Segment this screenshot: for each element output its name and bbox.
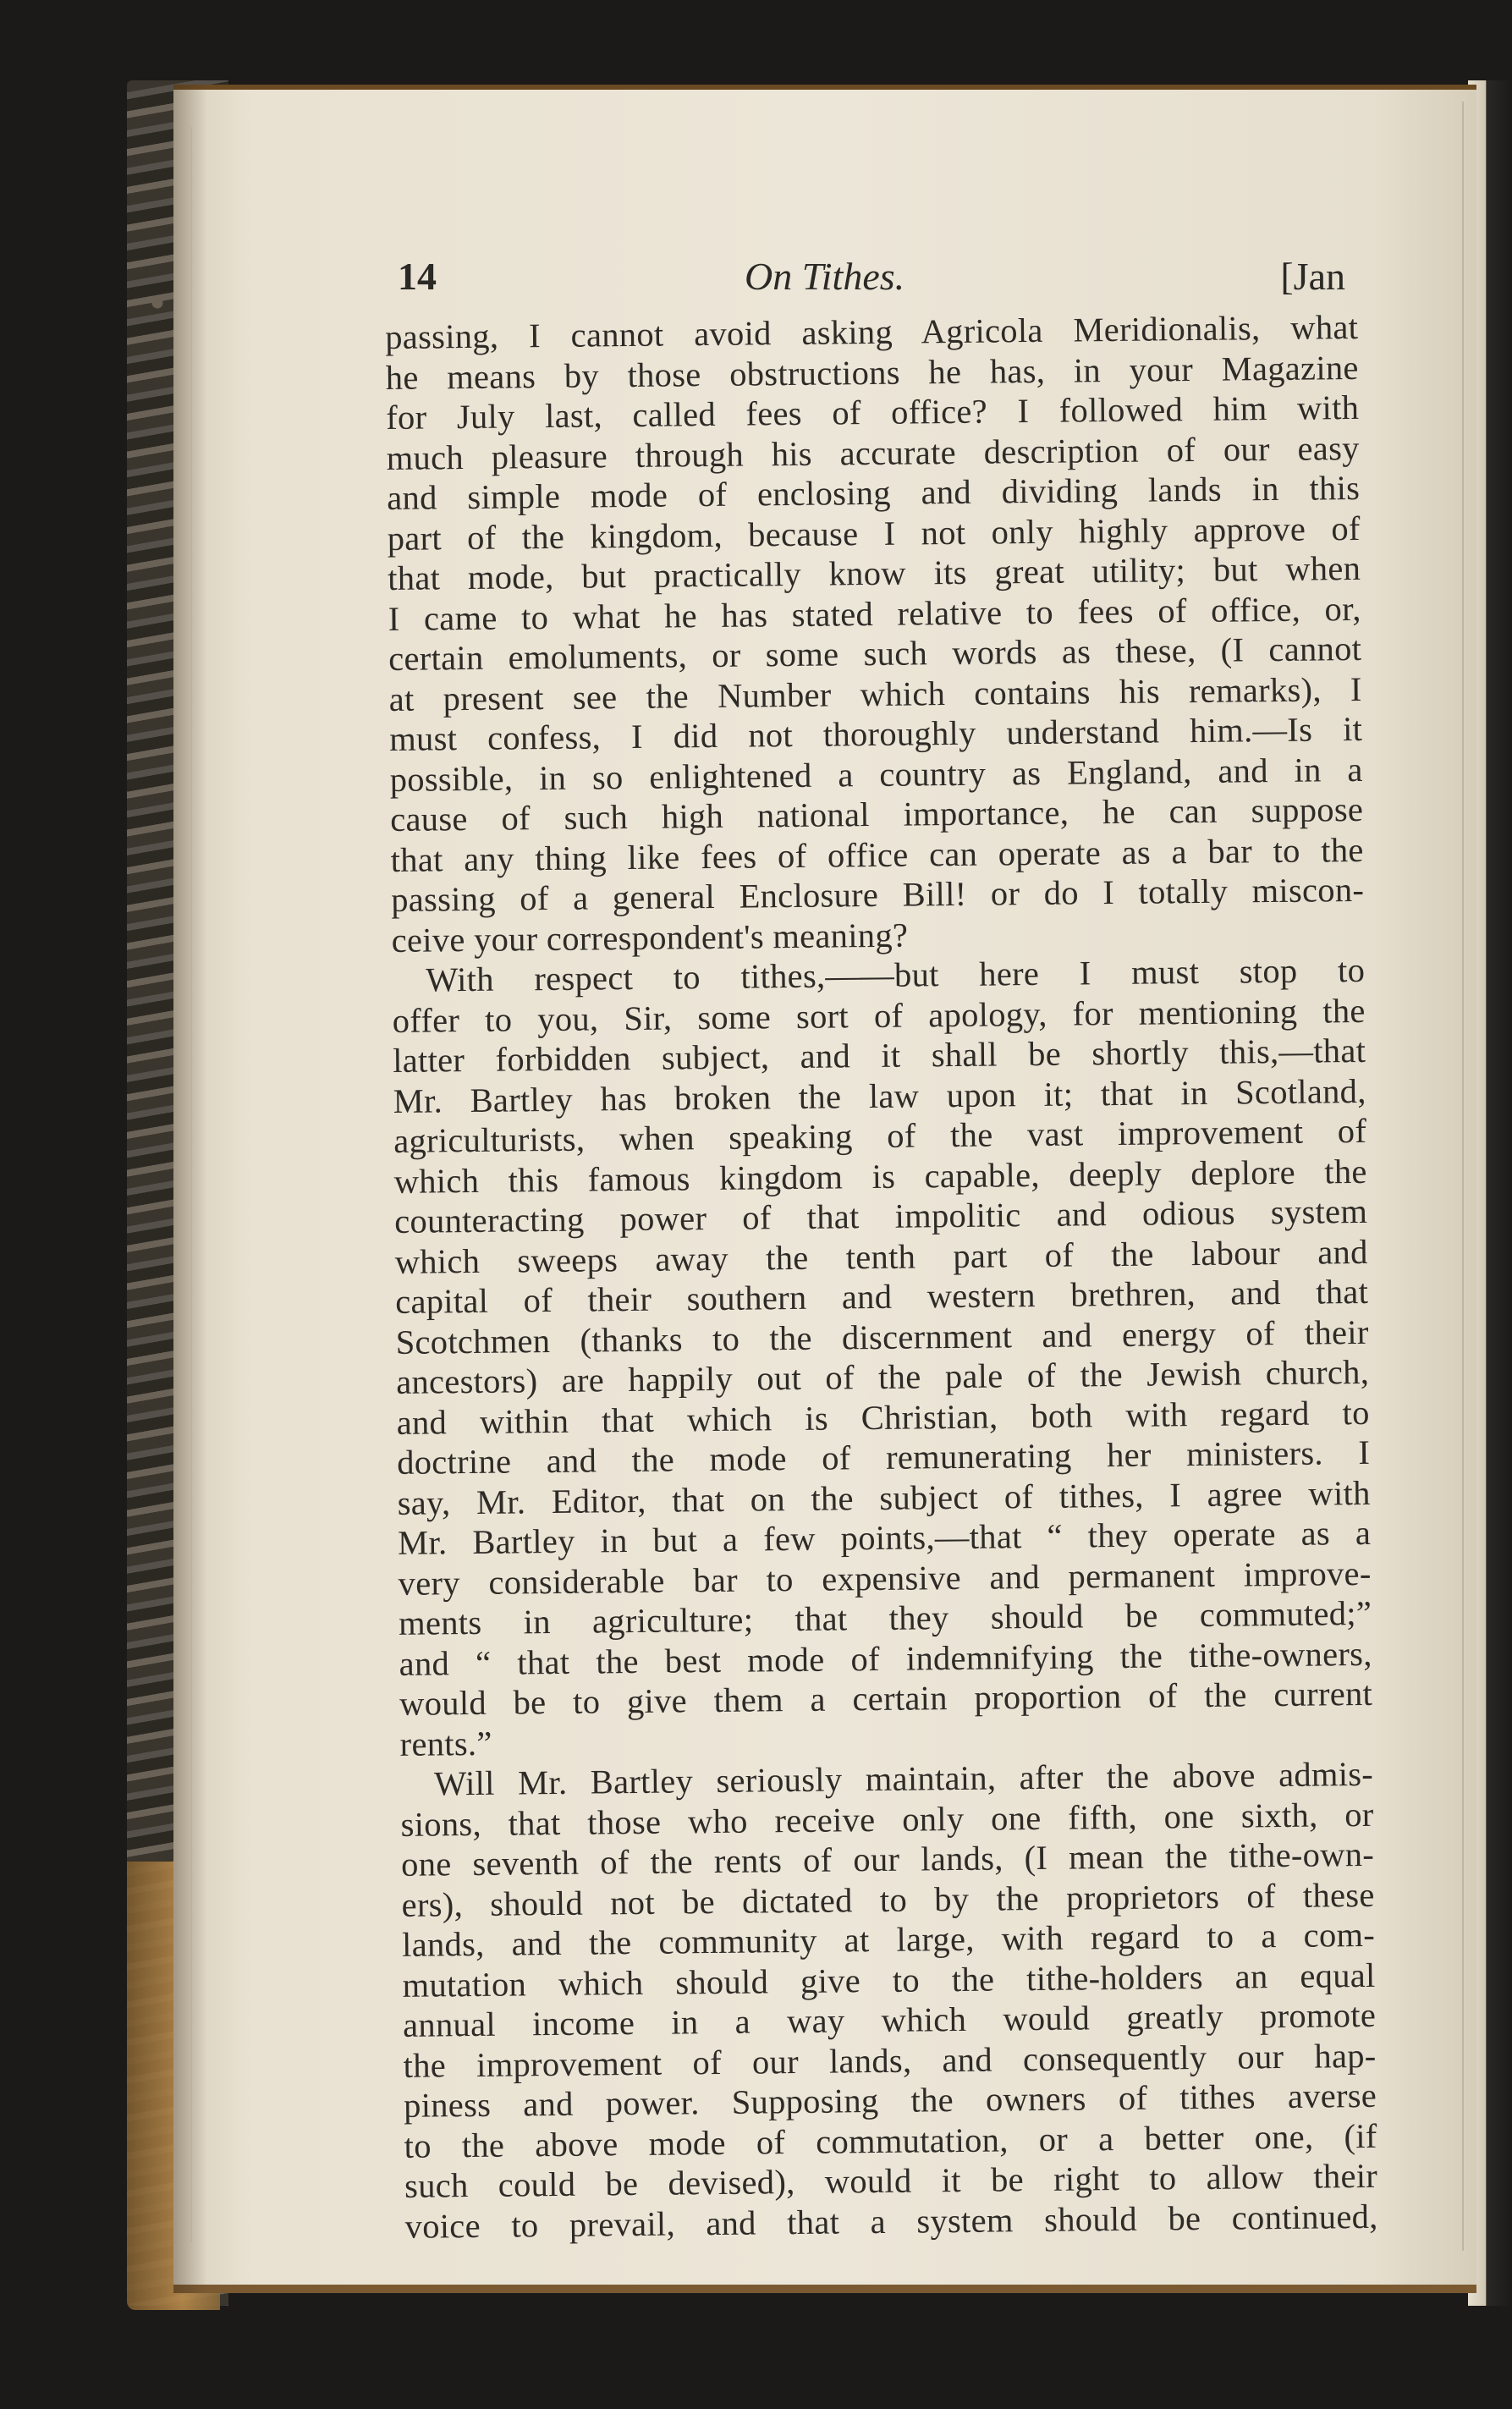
- page-border-right: [1462, 102, 1464, 2251]
- text-line: mutation which should give to the tithe-holders an equal: [402, 1955, 1376, 2005]
- text-line: part of the kingdom, because I not only highly approve of: [387, 509, 1361, 558]
- text-line: the improvement of our lands, and consequently our hap-: [403, 2036, 1377, 2085]
- text-line: passing of a general Enclosure Bill! or do I totally miscon-: [390, 870, 1365, 919]
- text-line: which sweeps away the tenth part of the labour and: [394, 1232, 1368, 1281]
- text-line: offer to you, Sir, some sort of apology, for mentioning the: [392, 991, 1366, 1040]
- text-line: cause of such high national importance, he can suppose: [389, 789, 1364, 839]
- text-line: for July last, called fees of office? I followed him with: [386, 388, 1360, 437]
- text-line: latter forbidden subject, and it shall be shortly this,—that: [392, 1031, 1366, 1080]
- text-line: which this famous kingdom is capable, deeply deplore the: [393, 1152, 1367, 1201]
- text-line: voice to prevail, and that a system should be continued,: [404, 2197, 1378, 2246]
- text-line: annual income in a way which would greatly promote: [402, 1995, 1377, 2044]
- text-line: lands, and the community at large, with regard to a com-: [401, 1915, 1376, 1964]
- text-line: at present see the Number which contains his remarks), I: [388, 669, 1362, 718]
- page-border-left: [190, 127, 192, 2242]
- text-line: and simple mode of enclosing and dividing lands in this: [387, 468, 1361, 517]
- running-head: On Tithes.: [745, 255, 905, 298]
- body-text: [385, 307, 1378, 2247]
- page-header: [389, 254, 1345, 305]
- text-line: rents.”: [399, 1724, 492, 1763]
- text-line: I came to what he has stated relative to fees of office, or,: [388, 589, 1361, 638]
- text-line: much pleasure through his accurate description of our easy: [386, 428, 1360, 477]
- text-line: passing, I cannot avoid asking Agricola Meridionalis, what: [385, 307, 1359, 356]
- text-line: he means by those obstructions he has, in your Magazine: [385, 348, 1359, 397]
- text-line: must confess, I did not thoroughly understand him.—Is it: [388, 709, 1363, 758]
- text-line: very considerable bar to expensive and permanent improve-: [398, 1554, 1372, 1603]
- text-line: ceive your correspondent's meaning?: [391, 916, 909, 960]
- text-line: Scotchmen (thanks to the discernment and energy of their: [395, 1312, 1369, 1361]
- page-number: 14: [398, 255, 437, 298]
- text-line: and “ that the best mode of indemnifying the tithe-owners,: [399, 1634, 1372, 1683]
- text-line: certain emoluments, or some such words as these, (I cannot: [388, 629, 1362, 678]
- text-line: ments in agriculture; that they should be commuted;”: [398, 1593, 1372, 1642]
- text-line: to the above mode of commutation, or a better one, (if: [404, 2116, 1377, 2165]
- text-line: ancestors) are happily out of the pale of the Jewish church,: [395, 1352, 1370, 1401]
- text-line: piness and power. Supposing the owners of tithes averse: [403, 2076, 1377, 2125]
- text-line: With respect to tithes,——but here I must stop to: [425, 950, 1366, 999]
- text-line: possible, in so enlightened a country as England, and in a: [389, 750, 1363, 799]
- text-line: Will Mr. Bartley seriously maintain, after the above admis-: [433, 1754, 1374, 1803]
- text-line: Mr. Bartley in but a few points,—that “ they operate as a: [397, 1513, 1372, 1562]
- text-line: agriculturists, when speaking of the vast improvement of: [393, 1111, 1367, 1160]
- text-line: capital of their southern and western brethren, and that: [394, 1272, 1369, 1321]
- text-line: one seventh of the rents of our lands, (I mean the tithe-own-: [400, 1834, 1375, 1884]
- text-line: ers), should not be dictated to by the proprietors of these: [401, 1875, 1375, 1924]
- text-line: doctrine and the mode of remunerating her ministers. I: [396, 1433, 1371, 1482]
- text-line: that any thing like fees of office can operate as a bar to the: [390, 830, 1364, 879]
- text-line: say, Mr. Editor, that on the subject of tithes, I agree with: [397, 1473, 1371, 1522]
- text-line: such could be devised), would it be right to allow their: [404, 2156, 1378, 2205]
- text-line: that mode, but practically know its great utility; but when: [387, 548, 1361, 597]
- text-line: Mr. Bartley has broken the law upon it; that in Scotland,: [393, 1071, 1366, 1120]
- text-line: would be to give them a certain proportion of the current: [399, 1674, 1373, 1723]
- text-line: and within that which is Christian, both with regard to: [396, 1393, 1370, 1442]
- text-line: counteracting power of that impolitic and odious system: [393, 1191, 1368, 1240]
- header-month: [Jan: [1280, 255, 1345, 298]
- text-line: sions, that those who receive only one fifth, one sixth, or: [400, 1795, 1374, 1844]
